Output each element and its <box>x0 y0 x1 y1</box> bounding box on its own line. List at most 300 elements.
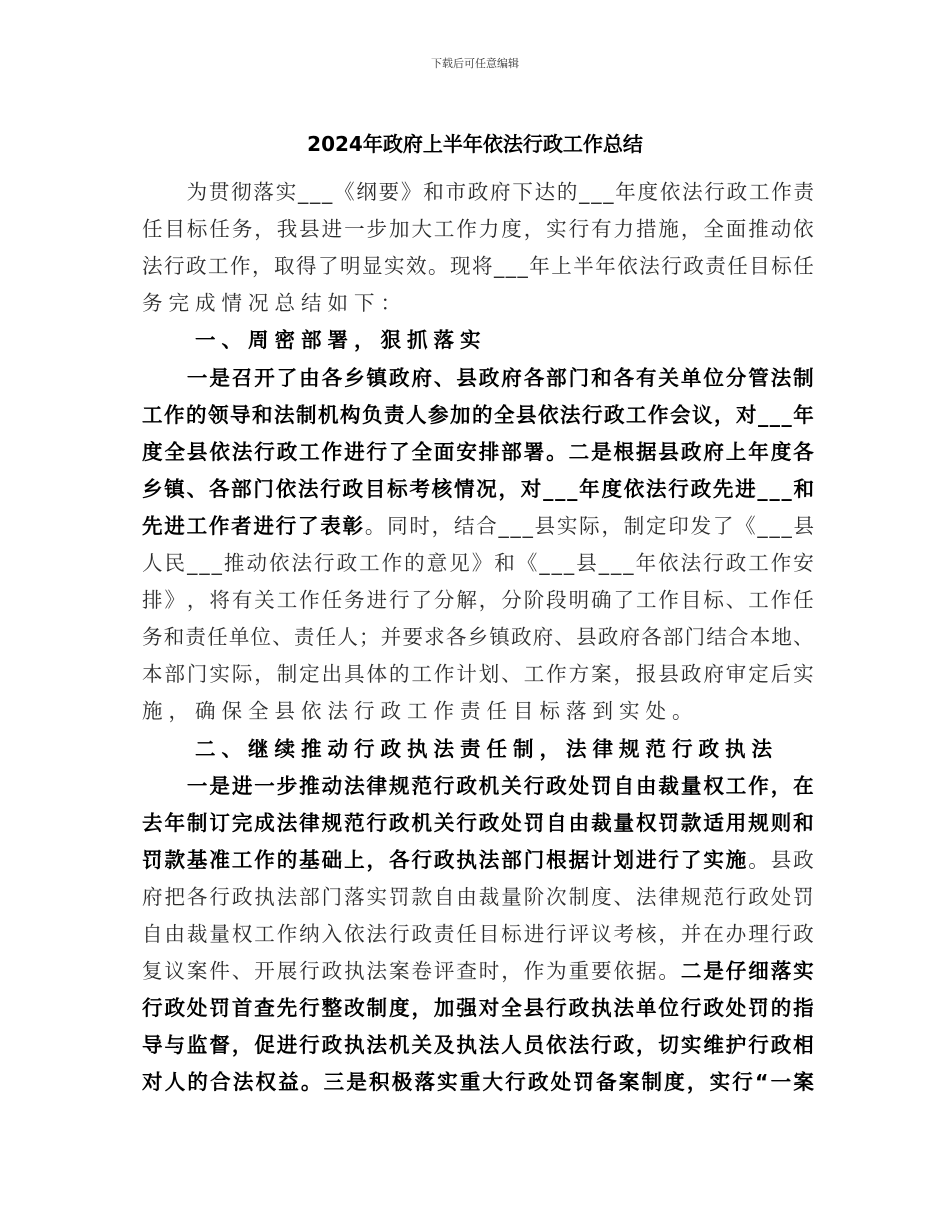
text-glyph: 是 <box>209 365 230 390</box>
text-glyph: 法 <box>646 476 667 501</box>
text-glyph: 工 <box>208 254 229 279</box>
text-glyph: 范 <box>411 773 432 798</box>
text-line <box>142 586 814 614</box>
text-glyph: 行 <box>299 996 320 1021</box>
text-glyph: 是 <box>591 439 612 464</box>
text-glyph: 措 <box>635 217 657 242</box>
text-line <box>142 772 814 800</box>
text-glyph: 工 <box>748 551 769 575</box>
text-glyph: 部 <box>501 847 522 872</box>
text-glyph: 了 <box>411 588 432 613</box>
text-glyph: 责 <box>705 254 726 279</box>
text-glyph: 政 <box>231 884 253 909</box>
text-glyph: 政 <box>411 922 432 946</box>
text-glyph: _ <box>591 180 602 204</box>
text-glyph: 开 <box>254 959 275 984</box>
text-glyph: 门 <box>523 847 545 872</box>
text-glyph: 结 <box>706 625 727 650</box>
text-glyph: 方 <box>568 662 590 687</box>
text-glyph: 政 <box>478 365 500 390</box>
text-glyph: 要 <box>378 180 400 204</box>
text-glyph: 益 <box>278 1070 299 1095</box>
text-glyph: 法 <box>291 551 312 575</box>
text-glyph: 核 <box>431 476 453 501</box>
text-glyph: 府 <box>142 884 163 909</box>
text-glyph: 展 <box>276 959 298 984</box>
text-glyph: 门 <box>186 662 208 687</box>
text-glyph: 议 <box>692 402 713 427</box>
text-glyph: 根 <box>546 847 567 872</box>
text-glyph: 规 <box>748 810 769 835</box>
text-glyph: 各 <box>613 365 635 390</box>
text-glyph: ， <box>431 513 453 538</box>
text-glyph: 款 <box>411 884 432 909</box>
text-glyph: 作 <box>523 959 545 984</box>
text-glyph: _ <box>769 513 780 538</box>
text-segment: 务完成情况总结如下： <box>142 291 407 316</box>
text-line <box>142 475 814 503</box>
text-glyph: _ <box>603 180 614 204</box>
text-glyph: 、 <box>501 662 522 687</box>
text-glyph: _ <box>781 476 792 501</box>
text-glyph: 法 <box>344 773 365 798</box>
text-glyph: 次 <box>546 884 567 909</box>
text-glyph <box>142 178 163 206</box>
text-glyph: 政 <box>510 625 532 650</box>
text-glyph: 后 <box>770 662 792 687</box>
text-glyph: 负 <box>362 402 383 427</box>
text-glyph: 促 <box>254 1033 275 1058</box>
text-glyph: 务 <box>142 625 163 650</box>
text-glyph: 机 <box>478 773 500 798</box>
text-glyph: 了 <box>297 513 319 538</box>
text-glyph: _ <box>579 180 590 204</box>
text-glyph: 处 <box>501 810 522 835</box>
text-glyph: 门 <box>253 476 274 501</box>
text-line <box>142 697 699 725</box>
text-glyph: 工 <box>725 773 747 798</box>
text-glyph: 的 <box>276 847 298 872</box>
text-glyph: 年 <box>748 439 769 464</box>
text-glyph: 是 <box>209 773 230 798</box>
text-glyph: 安 <box>793 551 814 575</box>
text-glyph: ， <box>714 402 735 427</box>
text-line <box>142 512 814 540</box>
text-glyph: 行 <box>366 439 388 464</box>
text-glyph: 法 <box>680 551 702 575</box>
text-glyph: 仔 <box>725 959 747 984</box>
text-line <box>142 364 814 392</box>
text-glyph: 和 <box>252 402 273 427</box>
text-glyph: 报 <box>635 662 657 687</box>
text-glyph: 规 <box>388 773 410 798</box>
text-glyph: 工 <box>186 513 208 538</box>
text-glyph: 据 <box>568 847 590 872</box>
text-glyph: 在 <box>793 773 814 798</box>
text-glyph: 督 <box>209 1033 230 1058</box>
text-glyph: 、 <box>186 476 208 501</box>
text-glyph: 责 <box>433 922 455 946</box>
text-glyph: 责 <box>185 625 206 650</box>
text-glyph: 半 <box>573 254 594 279</box>
text-glyph: 款 <box>680 810 702 835</box>
text-glyph: 实 <box>703 847 724 872</box>
text-glyph: 政 <box>726 180 748 204</box>
text-glyph: 裁 <box>186 922 208 946</box>
text-glyph: 各 <box>186 884 208 909</box>
text-glyph: 工 <box>748 588 769 613</box>
text-glyph: 任 <box>207 625 228 650</box>
text-glyph: 罚 <box>388 884 410 909</box>
text-glyph: 对 <box>520 476 542 501</box>
text-glyph: 落 <box>770 959 792 984</box>
text-glyph: _ <box>187 551 198 575</box>
text-glyph: 政 <box>478 810 500 835</box>
text-glyph: 依 <box>659 180 681 204</box>
text-glyph: 执 <box>344 959 365 984</box>
text-glyph: 排 <box>142 588 163 613</box>
text-glyph: 行 <box>546 922 567 946</box>
text-glyph: 法 <box>613 996 635 1021</box>
text-glyph: 动 <box>321 773 343 798</box>
text-glyph: 标 <box>186 217 208 242</box>
text-glyph: 重 <box>459 1070 481 1095</box>
text-glyph: 由 <box>164 922 185 946</box>
text-glyph: 任 <box>793 588 814 613</box>
text-glyph: 。 <box>658 959 679 984</box>
text-glyph: 工 <box>254 922 275 946</box>
text-glyph: 部 <box>164 662 185 687</box>
text-line <box>142 623 814 651</box>
text-glyph: 人 <box>406 402 427 427</box>
text-glyph: 制 <box>623 513 645 538</box>
text-glyph: 工 <box>359 551 380 575</box>
text-glyph: 法 <box>231 439 253 464</box>
text-glyph: 导 <box>142 1033 163 1058</box>
text-glyph: 任 <box>142 217 163 242</box>
text-glyph: 《 <box>516 551 538 575</box>
text-glyph: 去 <box>142 810 163 835</box>
text-glyph: 员 <box>523 1033 545 1058</box>
text-glyph: 县 <box>658 662 679 687</box>
text-glyph: 入 <box>321 922 343 946</box>
text-glyph: 务 <box>231 217 253 242</box>
text-glyph: 我 <box>276 217 298 242</box>
text-glyph: 了 <box>712 513 734 538</box>
text-glyph: 上 <box>551 254 572 279</box>
text-glyph: 加 <box>433 996 455 1021</box>
text-glyph: 度 <box>637 180 659 204</box>
text-glyph: 和 <box>793 476 814 501</box>
text-line <box>142 1068 814 1096</box>
text-glyph: 重 <box>568 959 590 984</box>
text-glyph: 行 <box>732 1070 753 1095</box>
text-glyph: 罚 <box>209 996 230 1021</box>
text-glyph: 开 <box>254 365 275 390</box>
text-glyph: _ <box>757 513 768 538</box>
text-glyph: 基 <box>299 847 320 872</box>
text-glyph: 目 <box>680 588 702 613</box>
text-glyph: 制 <box>296 402 317 427</box>
text-glyph: 目 <box>478 922 500 946</box>
text-glyph: 县 <box>534 513 556 538</box>
text-glyph: 适 <box>703 810 724 835</box>
text-glyph: 取 <box>274 254 295 279</box>
text-glyph: 各 <box>793 439 814 464</box>
text-glyph: 把 <box>164 884 185 909</box>
text-glyph: 则 <box>770 810 792 835</box>
text-glyph: 全 <box>494 402 515 427</box>
text-glyph: _ <box>543 476 554 501</box>
text-glyph: 进 <box>253 513 274 538</box>
text-glyph: 处 <box>725 996 747 1021</box>
text-glyph: 二 <box>680 959 702 984</box>
text-glyph: 行 <box>680 996 702 1021</box>
text-glyph: 案 <box>186 959 208 984</box>
text-glyph: 制 <box>793 365 814 390</box>
text-glyph: _ <box>758 402 769 427</box>
text-glyph: 上 <box>725 439 747 464</box>
text-glyph: 法 <box>297 476 319 501</box>
text-glyph: 维 <box>703 1033 724 1058</box>
text-segment: 一、周密部署，狠抓落实 <box>142 328 487 353</box>
text-glyph: 作 <box>299 588 320 613</box>
text-glyph: 政 <box>568 996 590 1021</box>
text-glyph: _ <box>611 551 622 575</box>
text-glyph: 自 <box>142 922 163 946</box>
text-glyph: 分 <box>501 588 522 613</box>
text-glyph: _ <box>551 551 562 575</box>
text-glyph: 工 <box>748 180 770 204</box>
text-glyph: 护 <box>725 1033 747 1058</box>
text-glyph: 落 <box>253 180 274 204</box>
text-glyph: 改 <box>344 996 365 1021</box>
text-glyph: _ <box>505 254 516 279</box>
text-glyph: 行 <box>591 1033 612 1058</box>
text-glyph: 依 <box>275 476 297 501</box>
text-glyph: 任 <box>209 217 230 242</box>
text-glyph: 有 <box>231 588 253 613</box>
text-glyph: 法 <box>276 884 298 909</box>
text-glyph: 政 <box>321 1033 343 1058</box>
text-glyph: 镇 <box>164 476 185 501</box>
text-line <box>142 289 407 317</box>
text-glyph: _ <box>322 180 333 204</box>
text-glyph: 标 <box>771 254 792 279</box>
text-glyph: 强 <box>456 996 477 1021</box>
text-glyph: 律 <box>366 773 388 798</box>
text-glyph: 量 <box>209 922 230 946</box>
text-glyph: 时 <box>478 959 500 984</box>
text-glyph: 律 <box>299 810 320 835</box>
text-glyph: 要 <box>591 959 612 984</box>
text-glyph: 考 <box>613 922 635 946</box>
text-glyph: 地 <box>771 625 792 650</box>
text-glyph: 同 <box>387 513 408 538</box>
text-glyph: 指 <box>793 996 814 1021</box>
text-glyph: 一 <box>186 365 208 390</box>
text-glyph: _ <box>781 513 792 538</box>
text-glyph: 行 <box>770 922 792 946</box>
text-glyph: 务 <box>344 588 365 613</box>
text-glyph: 位 <box>250 625 272 650</box>
text-glyph: 关 <box>501 773 522 798</box>
text-glyph: 自 <box>546 810 567 835</box>
text-glyph: 法 <box>366 1033 388 1058</box>
text-glyph: 纳 <box>299 922 320 946</box>
text-glyph: 标 <box>387 476 408 501</box>
text-glyph: 划 <box>478 662 500 687</box>
text-glyph: _ <box>757 476 768 501</box>
text-glyph: 乡 <box>142 476 163 501</box>
text-glyph: 政 <box>690 476 712 501</box>
text-glyph: 行 <box>546 996 567 1021</box>
text-glyph: 政 <box>456 773 477 798</box>
text-glyph: 作 <box>254 847 275 872</box>
text-glyph: 法 <box>366 959 388 984</box>
text-glyph: 行 <box>320 476 341 501</box>
text-glyph: 依 <box>613 959 635 984</box>
text-glyph: 年 <box>615 180 636 204</box>
text-glyph: 法 <box>478 1033 500 1058</box>
text-glyph: 际 <box>579 513 600 538</box>
text-line <box>142 735 778 763</box>
text-glyph: 署 <box>523 439 545 464</box>
text-glyph: 政 <box>186 254 207 279</box>
text-glyph: 评 <box>433 959 455 984</box>
text-glyph: 上 <box>344 847 365 872</box>
text-glyph: 实 <box>793 662 814 687</box>
text-glyph: 目 <box>164 217 185 242</box>
text-glyph: 了 <box>276 365 298 390</box>
text-glyph: 行 <box>523 773 545 798</box>
text-glyph: 成 <box>254 810 275 835</box>
text-glyph: 量 <box>501 884 522 909</box>
text-glyph: 由 <box>299 365 320 390</box>
text-glyph: 任 <box>456 922 477 946</box>
text-glyph: 政 <box>683 254 704 279</box>
text-line <box>142 920 814 948</box>
text-glyph: 和 <box>793 810 814 835</box>
text-glyph: _ <box>510 513 521 538</box>
text-glyph: 人 <box>164 1070 186 1095</box>
text-glyph: 自 <box>613 773 635 798</box>
text-glyph: 施 <box>658 217 679 242</box>
text-glyph: 政 <box>321 959 343 984</box>
text-line <box>142 846 814 874</box>
text-glyph: ， <box>635 1033 657 1058</box>
text-glyph: 为 <box>186 180 208 204</box>
text-glyph: 部 <box>546 365 567 390</box>
text-glyph: 复 <box>142 959 163 984</box>
text-glyph: 二 <box>568 439 590 464</box>
text-glyph: 纲 <box>356 180 377 204</box>
text-glyph: ， <box>411 996 432 1021</box>
text-glyph: 查 <box>456 959 477 984</box>
text-glyph: 县 <box>770 847 792 872</box>
text-glyph: 参 <box>428 402 449 427</box>
text-glyph: 执 <box>591 996 612 1021</box>
text-glyph: 依 <box>793 217 814 242</box>
text-glyph: 步 <box>276 773 298 798</box>
text-glyph: _ <box>567 476 578 501</box>
text-glyph: 实 <box>384 254 405 279</box>
text-glyph: 标 <box>703 588 724 613</box>
text-glyph: 步 <box>366 217 388 242</box>
text-glyph: 由 <box>635 773 657 798</box>
text-glyph: 。 <box>428 254 449 279</box>
text-glyph: 解 <box>456 588 477 613</box>
text-glyph: 下 <box>512 180 533 204</box>
text-glyph: 政 <box>388 365 410 390</box>
text-glyph: 。 <box>300 1070 322 1095</box>
text-glyph: _ <box>781 402 792 427</box>
text-glyph: 的 <box>187 1070 208 1095</box>
text-glyph: 实 <box>680 1033 702 1058</box>
text-glyph: 实 <box>437 1070 458 1095</box>
text-glyph: 准 <box>209 847 230 872</box>
text-glyph: 行 <box>388 588 410 613</box>
text-glyph: 单 <box>228 625 250 650</box>
text-glyph: 、 <box>272 625 293 650</box>
text-glyph: 任 <box>321 588 343 613</box>
text-glyph: 面 <box>725 217 747 242</box>
text-glyph: _ <box>211 551 222 575</box>
text-glyph: 、 <box>231 959 253 984</box>
text-glyph: 全 <box>164 439 185 464</box>
text-glyph: 法 <box>478 847 500 872</box>
text-glyph: ； <box>359 625 380 650</box>
text-glyph: 贯 <box>208 180 230 204</box>
text-glyph: 政 <box>276 439 298 464</box>
text-glyph: 理 <box>748 922 769 946</box>
text-glyph: 整 <box>321 996 343 1021</box>
text-glyph: 行 <box>209 884 230 909</box>
text-glyph: 实 <box>366 884 388 909</box>
text-glyph: _ <box>517 254 528 279</box>
text-glyph: 执 <box>254 884 275 909</box>
text-glyph: 实 <box>556 513 578 538</box>
text-glyph: 结 <box>453 513 475 538</box>
text-glyph: 者 <box>231 513 252 538</box>
text-glyph: 审 <box>725 662 747 687</box>
text-glyph: 、 <box>613 884 635 909</box>
text-glyph: 责 <box>293 625 315 650</box>
text-glyph: 动 <box>246 551 267 575</box>
text-glyph: 。 <box>748 847 769 872</box>
text-glyph: 用 <box>725 810 747 835</box>
text-glyph: 由 <box>568 810 590 835</box>
text-glyph: 作 <box>770 588 792 613</box>
text-glyph: 度 <box>142 439 163 464</box>
text-glyph: 各 <box>321 365 343 390</box>
text-glyph: 合 <box>727 625 749 650</box>
text-glyph: 政 <box>748 884 769 909</box>
text-glyph: 人 <box>337 625 358 650</box>
text-glyph: 案 <box>618 1070 640 1095</box>
text-glyph: 款 <box>164 847 185 872</box>
text-glyph: 政 <box>546 773 567 798</box>
text-glyph: 》 <box>471 551 493 575</box>
text-glyph: 具 <box>344 662 365 687</box>
text-glyph: 市 <box>445 180 466 204</box>
text-line <box>142 326 487 354</box>
text-glyph: 合 <box>210 1070 231 1095</box>
text-glyph: 法 <box>274 402 295 427</box>
text-glyph: 行 <box>164 254 185 279</box>
text-glyph: 府 <box>490 180 511 204</box>
text-glyph: 作 <box>321 439 343 464</box>
